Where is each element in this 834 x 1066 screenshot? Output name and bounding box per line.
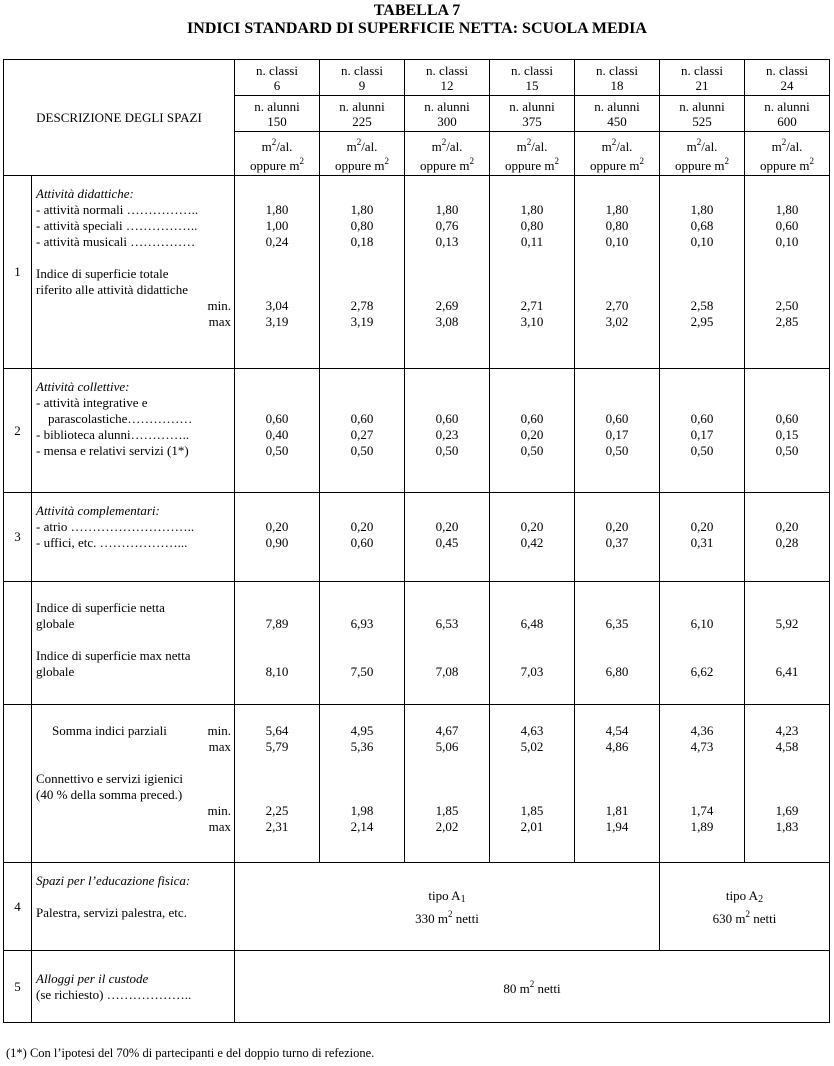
- item-label: - uffici, etc. ………………...: [36, 535, 188, 550]
- alunni-value: 225: [352, 113, 372, 129]
- section-2-description: [32, 369, 235, 493]
- header-classi-cell: n. classi 6: [235, 60, 320, 96]
- value-cell: 0,20 0,28: [745, 493, 830, 582]
- header-alunni-cell: n. alunni 375: [490, 96, 575, 132]
- globale-row: [4, 582, 830, 705]
- section-1-description: [32, 176, 235, 369]
- index-label: globale: [36, 616, 75, 631]
- header-alunni-cell: n. alunni 225: [320, 96, 405, 132]
- header-unit-cell: $m^2/al$. oppure $m^2$: [490, 132, 575, 176]
- value-cell: 4,54 4,86 1,81 1,94: [575, 705, 660, 863]
- header-alunni-cell: n. alunni 300: [405, 96, 490, 132]
- section-2-row: [4, 369, 830, 493]
- value-cell: 4,36 4,73 1,74 1,89: [660, 705, 745, 863]
- header-classi-row: [4, 60, 830, 96]
- section-title: Spazi per l’educazione fisica:: [36, 873, 191, 888]
- value-cell: 0,60 0,23 0,50: [405, 369, 490, 493]
- header-alunni-cell: n. alunni 150: [235, 96, 320, 132]
- value-cell: 0,20 0,31: [660, 493, 745, 582]
- section-3-description: [32, 493, 235, 582]
- header-classi-cell: n. classi 12: [405, 60, 490, 96]
- alunni-value: 525: [692, 113, 712, 129]
- value-cell: 0,60 0,17 0,50: [575, 369, 660, 493]
- value-cell: 0,60 0,27 0,50: [320, 369, 405, 493]
- value-cell: 0,20 0,60: [320, 493, 405, 582]
- value-cell: 1,80 0,80 0,11 2,71 3,10: [490, 176, 575, 369]
- header-classi-cell: n. classi 9: [320, 60, 405, 96]
- max-label: max: [208, 819, 231, 834]
- section-5-row: [4, 951, 830, 1023]
- item-label: parascolastiche……………: [48, 411, 193, 426]
- value-cell: 0,60 0,40 0,50: [235, 369, 320, 493]
- section-number: 2: [4, 369, 32, 493]
- section-title: Alloggi per il custode: [36, 970, 149, 986]
- value-cell: 0,60 0,15 0,50: [745, 369, 830, 493]
- value-cell: 0,20 0,42: [490, 493, 575, 582]
- classi-value: 9: [358, 77, 366, 93]
- header-unit-cell: $m^2/al$. oppure $m^2$: [575, 132, 660, 176]
- table-number: TABELLA 7: [373, 2, 461, 19]
- index-label: riferito alle attività didattiche: [36, 282, 188, 297]
- header-unit-cell: $m^2/al$. oppure $m^2$: [660, 132, 745, 176]
- value-cell: 4,95 5,36 1,98 2,14: [320, 705, 405, 863]
- value-cell: 6,35 6,80: [575, 582, 660, 705]
- value-cell: 7,89 8,10: [235, 582, 320, 705]
- value-cell: 6,53 7,08: [405, 582, 490, 705]
- value-cell: 5,64 5,79 2,25 2,31: [235, 705, 320, 863]
- alunni-value: 450: [607, 113, 627, 129]
- item-label: - mensa e relativi servizi (1*): [36, 443, 189, 458]
- value-cell: 0,20 0,90: [235, 493, 320, 582]
- alunni-value: 300: [437, 113, 457, 129]
- somma-label: Somma indici parziali: [52, 723, 167, 738]
- footnote: (1*) Con l’ipotesi del 70% di partecipanti e del doppio turno di refezione.: [6, 1046, 375, 1060]
- value-cell: 0,60 0,17 0,50: [660, 369, 745, 493]
- classi-value: 18: [610, 77, 624, 93]
- value-cell: 0,20 0,37: [575, 493, 660, 582]
- classi-value: 15: [525, 77, 539, 93]
- header-alunni-cell: n. alunni 525: [660, 96, 745, 132]
- value-cell: 4,63 5,02 1,85 2,01: [490, 705, 575, 863]
- classi-value: 21: [695, 77, 709, 93]
- header-unit-cell: $m^2/al$. oppure $m^2$: [320, 132, 405, 176]
- table-title: INDICI STANDARD DI SUPERFICIE NETTA: SCUOLA MEDIA: [187, 20, 647, 37]
- connettivo-label: (40 % della somma preced.): [36, 787, 183, 802]
- item-label: - biblioteca alunni…………..: [36, 427, 190, 442]
- header-unit-cell: $m^2/al$. oppure $m^2$: [235, 132, 320, 176]
- section-title: Attività complementari:: [36, 503, 160, 518]
- alloggi-area-cell: 80 $m^2$ netti: [235, 951, 830, 1023]
- section-4-row: [4, 863, 830, 951]
- section-number: 5: [4, 951, 32, 1023]
- min-label: min.: [207, 298, 231, 313]
- header-alunni-cell: n. alunni 600: [745, 96, 830, 132]
- alunni-value: 600: [777, 113, 797, 129]
- header-classi-cell: n. classi 21: [660, 60, 745, 96]
- min-label: min.: [207, 723, 231, 738]
- value-cell: 0,20 0,45: [405, 493, 490, 582]
- classi-value: 12: [440, 77, 454, 93]
- value-cell: 4,23 4,58 1,69 1,83: [745, 705, 830, 863]
- index-label: Indice di superficie totale: [36, 266, 169, 281]
- somma-row: [4, 705, 830, 863]
- classi-value: 24: [780, 77, 794, 93]
- header-classi-cell: n. classi 18: [575, 60, 660, 96]
- value-cell: 6,48 7,03: [490, 582, 575, 705]
- somma-description: [32, 705, 235, 863]
- section-subtitle: (se richiesto) ………………..: [36, 986, 192, 1002]
- description-header-label: DESCRIZIONE DEGLI SPAZI: [36, 110, 202, 125]
- alunni-value: 375: [522, 113, 542, 129]
- tipo-a1-cell: tipo $A_1$ 330 $m^2$ netti: [235, 863, 660, 951]
- value-cell: 1,80 1,00 0,24 3,04 3,19: [235, 176, 320, 369]
- index-label: globale: [36, 664, 75, 679]
- header-classi-cell: n. classi 24: [745, 60, 830, 96]
- item-label: - attività normali ……………..: [36, 202, 199, 217]
- section-5-description: [32, 951, 235, 1023]
- max-label: max: [208, 739, 231, 754]
- section-3-row: [4, 493, 830, 582]
- value-cell: 1,80 0,80 0,10 2,70 3,02: [575, 176, 660, 369]
- globale-description: [32, 582, 235, 705]
- value-cell: 1,80 0,68 0,10 2,58 2,95: [660, 176, 745, 369]
- value-cell: 6,10 6,62: [660, 582, 745, 705]
- alunni-value: 150: [267, 113, 287, 129]
- empty-number-cell: [4, 705, 32, 863]
- header-classi-cell: n. classi 15: [490, 60, 575, 96]
- max-label: max: [208, 314, 231, 329]
- empty-number-cell: [4, 582, 32, 705]
- standards-table: [3, 59, 830, 1023]
- section-number: 1: [4, 176, 32, 369]
- header-alunni-cell: n. alunni 450: [575, 96, 660, 132]
- min-label: min.: [207, 803, 231, 818]
- section-4-description: [32, 863, 235, 951]
- value-cell: 1,80 0,76 0,13 2,69 3,08: [405, 176, 490, 369]
- item-label: - attività integrative e: [36, 395, 148, 410]
- section-number: 4: [4, 863, 32, 951]
- section-subtitle: Palestra, servizi palestra, etc.: [36, 905, 187, 920]
- description-header: [4, 60, 235, 176]
- value-cell: 4,67 5,06 1,85 2,02: [405, 705, 490, 863]
- index-label: Indice di superficie netta: [36, 600, 165, 615]
- tipo-a2-cell: tipo $A_2$ 630 $m^2$ netti: [660, 863, 830, 951]
- item-label: - attività speciali ……………..: [36, 218, 198, 233]
- classi-value: 6: [273, 77, 281, 93]
- item-label: - attività musicali ……………: [36, 234, 196, 249]
- index-label: Indice di superficie max netta: [36, 648, 191, 663]
- section-title: Attività collettive:: [36, 379, 130, 394]
- header-unit-cell: $m^2/al$. oppure $m^2$: [745, 132, 830, 176]
- header-unit-cell: $m^2/al$. oppure $m^2$: [405, 132, 490, 176]
- section-title: Attività didattiche:: [36, 186, 134, 201]
- item-label: - atrio ………………………..: [36, 519, 195, 534]
- value-cell: 0,60 0,20 0,50: [490, 369, 575, 493]
- value-cell: 6,93 7,50: [320, 582, 405, 705]
- connettivo-label: Connettivo e servizi igienici: [36, 771, 183, 786]
- value-cell: 1,80 0,60 0,10 2,50 2,85: [745, 176, 830, 369]
- section-number: 3: [4, 493, 32, 582]
- value-cell: 5,92 6,41: [745, 582, 830, 705]
- value-cell: 1,80 0,80 0,18 2,78 3,19: [320, 176, 405, 369]
- section-1-row: [4, 176, 830, 369]
